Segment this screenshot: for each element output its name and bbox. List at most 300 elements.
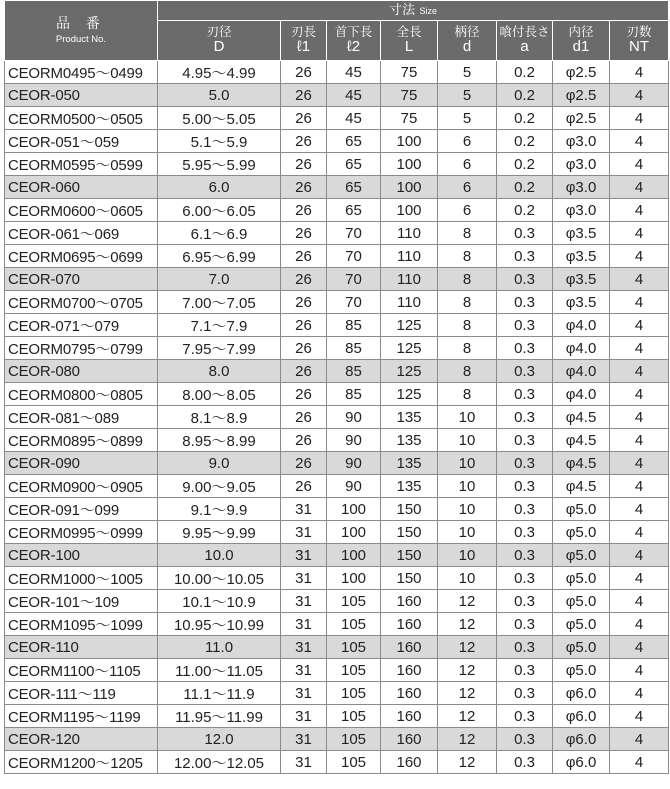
neck-length-cell: 100 [327, 567, 381, 590]
lead-length-cell: 0.3 [497, 452, 553, 475]
overall-length-cell: 135 [381, 406, 438, 429]
shank-diameter-cell: 6 [438, 153, 497, 176]
product-no-cell: CEOR-050 [5, 84, 158, 107]
table-row [5, 176, 669, 199]
col-header-symbol: d [462, 38, 472, 56]
neck-length-cell: 105 [327, 590, 381, 613]
lead-length-cell: 0.2 [497, 84, 553, 107]
product-no-cell: CEORM0495〜0499 [5, 61, 158, 84]
overall-length-cell: 160 [381, 705, 438, 728]
lead-length-cell: 0.3 [497, 383, 553, 406]
diameter-cell: 6.1〜6.9 [158, 222, 281, 245]
overall-length-cell: 150 [381, 544, 438, 567]
inner-diameter-cell: φ6.0 [553, 682, 610, 705]
overall-length-cell: 150 [381, 521, 438, 544]
col-header-symbol: ℓ1 [296, 38, 311, 56]
flute-length-cell: 26 [281, 314, 327, 337]
flute-count-cell: 4 [610, 636, 669, 659]
table-row [5, 636, 669, 659]
table-row [5, 751, 669, 774]
lead-length-cell: 0.3 [497, 475, 553, 498]
inner-diameter-cell: φ4.0 [553, 383, 610, 406]
shank-diameter-cell: 8 [438, 291, 497, 314]
lead-length-cell: 0.3 [497, 705, 553, 728]
neck-length-cell: 105 [327, 682, 381, 705]
table-row [5, 521, 669, 544]
col-header-neck-length [327, 21, 381, 61]
shank-diameter-cell: 10 [438, 521, 497, 544]
shank-diameter-cell: 6 [438, 130, 497, 153]
flute-length-cell: 31 [281, 636, 327, 659]
diameter-cell: 9.1〜9.9 [158, 498, 281, 521]
shank-diameter-cell: 10 [438, 544, 497, 567]
table-row [5, 107, 669, 130]
flute-length-cell: 31 [281, 705, 327, 728]
diameter-cell: 11.0 [158, 636, 281, 659]
neck-length-cell: 65 [327, 153, 381, 176]
neck-length-cell: 65 [327, 176, 381, 199]
table-row [5, 544, 669, 567]
neck-length-cell: 90 [327, 452, 381, 475]
neck-length-cell: 70 [327, 222, 381, 245]
inner-diameter-cell: φ6.0 [553, 728, 610, 751]
product-no-cell: CEOR-081〜089 [5, 406, 158, 429]
inner-diameter-cell: φ3.5 [553, 291, 610, 314]
product-no-cell: CEORM0800〜0805 [5, 383, 158, 406]
neck-length-cell: 70 [327, 245, 381, 268]
flute-count-cell: 4 [610, 498, 669, 521]
neck-length-cell: 105 [327, 705, 381, 728]
product-no-cell: CEOR-090 [5, 452, 158, 475]
shank-diameter-cell: 12 [438, 682, 497, 705]
product-no-cell: CEORM0695〜0699 [5, 245, 158, 268]
diameter-cell: 5.95〜5.99 [158, 153, 281, 176]
neck-length-cell: 45 [327, 84, 381, 107]
overall-length-cell: 135 [381, 429, 438, 452]
flute-count-cell: 4 [610, 659, 669, 682]
table-row [5, 245, 669, 268]
inner-diameter-cell: φ5.0 [553, 567, 610, 590]
col-header-shank-diameter [438, 21, 497, 61]
spec-table [4, 0, 669, 774]
diameter-cell: 10.0 [158, 544, 281, 567]
shank-diameter-cell: 12 [438, 659, 497, 682]
table-row [5, 130, 669, 153]
diameter-cell: 10.00〜10.05 [158, 567, 281, 590]
flute-length-cell: 31 [281, 521, 327, 544]
lead-length-cell: 0.3 [497, 337, 553, 360]
flute-count-cell: 4 [610, 728, 669, 751]
shank-diameter-cell: 12 [438, 705, 497, 728]
col-header-flute-count [610, 21, 669, 61]
col-header-lead-length [497, 21, 553, 61]
flute-length-cell: 26 [281, 245, 327, 268]
shank-diameter-cell: 12 [438, 590, 497, 613]
flute-length-cell: 26 [281, 153, 327, 176]
diameter-cell: 8.0 [158, 360, 281, 383]
lead-length-cell: 0.3 [497, 567, 553, 590]
flute-count-cell: 4 [610, 383, 669, 406]
flute-count-cell: 4 [610, 590, 669, 613]
overall-length-cell: 100 [381, 153, 438, 176]
table-row [5, 659, 669, 682]
size-header [158, 1, 669, 21]
inner-diameter-cell: φ3.0 [553, 176, 610, 199]
flute-count-cell: 4 [610, 153, 669, 176]
shank-diameter-cell: 12 [438, 728, 497, 751]
diameter-cell: 10.95〜10.99 [158, 613, 281, 636]
shank-diameter-cell: 12 [438, 613, 497, 636]
flute-length-cell: 26 [281, 130, 327, 153]
overall-length-cell: 110 [381, 222, 438, 245]
inner-diameter-cell: φ4.5 [553, 406, 610, 429]
diameter-cell: 7.95〜7.99 [158, 337, 281, 360]
shank-diameter-cell: 8 [438, 268, 497, 291]
inner-diameter-cell: φ4.5 [553, 429, 610, 452]
neck-length-cell: 100 [327, 498, 381, 521]
overall-length-cell: 160 [381, 682, 438, 705]
col-header-label: 内径 [568, 25, 594, 40]
lead-length-cell: 0.2 [497, 107, 553, 130]
shank-diameter-cell: 8 [438, 222, 497, 245]
table-body [5, 61, 669, 774]
size-header-en: Size [419, 6, 438, 17]
table-row [5, 613, 669, 636]
table-row [5, 153, 669, 176]
flute-count-cell: 4 [610, 544, 669, 567]
shank-diameter-cell: 5 [438, 84, 497, 107]
col-header-label: 首下長 [334, 25, 373, 40]
product-no-cell: CEORM0700〜0705 [5, 291, 158, 314]
lead-length-cell: 0.3 [497, 613, 553, 636]
col-header-label: 柄径 [454, 25, 480, 40]
lead-length-cell: 0.2 [497, 199, 553, 222]
flute-count-cell: 4 [610, 268, 669, 291]
flute-length-cell: 26 [281, 107, 327, 130]
flute-count-cell: 4 [610, 245, 669, 268]
lead-length-cell: 0.3 [497, 291, 553, 314]
diameter-cell: 9.95〜9.99 [158, 521, 281, 544]
shank-diameter-cell: 10 [438, 452, 497, 475]
product-no-cell: CEOR-120 [5, 728, 158, 751]
diameter-cell: 5.00〜5.05 [158, 107, 281, 130]
col-header-inner-diameter [553, 21, 610, 61]
flute-count-cell: 4 [610, 199, 669, 222]
lead-length-cell: 0.3 [497, 429, 553, 452]
neck-length-cell: 45 [327, 61, 381, 84]
product-no-cell: CEOR-070 [5, 268, 158, 291]
diameter-cell: 7.0 [158, 268, 281, 291]
product-no-cell: CEOR-061〜069 [5, 222, 158, 245]
inner-diameter-cell: φ3.0 [553, 153, 610, 176]
neck-length-cell: 85 [327, 337, 381, 360]
overall-length-cell: 125 [381, 337, 438, 360]
neck-length-cell: 90 [327, 406, 381, 429]
lead-length-cell: 0.3 [497, 544, 553, 567]
diameter-cell: 11.95〜11.99 [158, 705, 281, 728]
shank-diameter-cell: 6 [438, 199, 497, 222]
inner-diameter-cell: φ4.5 [553, 452, 610, 475]
flute-count-cell: 4 [610, 337, 669, 360]
inner-diameter-cell: φ3.5 [553, 245, 610, 268]
overall-length-cell: 100 [381, 130, 438, 153]
product-no-cell: CEOR-100 [5, 544, 158, 567]
inner-diameter-cell: φ3.5 [553, 222, 610, 245]
overall-length-cell: 160 [381, 613, 438, 636]
col-header-diameter [158, 21, 281, 61]
overall-length-cell: 135 [381, 452, 438, 475]
lead-length-cell: 0.3 [497, 245, 553, 268]
diameter-cell: 5.1〜5.9 [158, 130, 281, 153]
neck-length-cell: 105 [327, 728, 381, 751]
table-row [5, 682, 669, 705]
col-header-label: 刃長 [290, 25, 316, 40]
flute-length-cell: 31 [281, 567, 327, 590]
lead-length-cell: 0.2 [497, 130, 553, 153]
flute-count-cell: 4 [610, 360, 669, 383]
inner-diameter-cell: φ6.0 [553, 751, 610, 774]
product-no-cell: CEORM1095〜1099 [5, 613, 158, 636]
product-no-header-en: Product No. [55, 33, 107, 45]
overall-length-cell: 75 [381, 107, 438, 130]
neck-length-cell: 105 [327, 659, 381, 682]
overall-length-cell: 125 [381, 314, 438, 337]
shank-diameter-cell: 8 [438, 314, 497, 337]
inner-diameter-cell: φ3.0 [553, 130, 610, 153]
diameter-cell: 6.0 [158, 176, 281, 199]
flute-length-cell: 26 [281, 475, 327, 498]
flute-count-cell: 4 [610, 130, 669, 153]
shank-diameter-cell: 8 [438, 360, 497, 383]
lead-length-cell: 0.3 [497, 636, 553, 659]
inner-diameter-cell: φ5.0 [553, 521, 610, 544]
neck-length-cell: 105 [327, 636, 381, 659]
lead-length-cell: 0.2 [497, 61, 553, 84]
table-header [5, 1, 669, 61]
neck-length-cell: 100 [327, 521, 381, 544]
lead-length-cell: 0.3 [497, 360, 553, 383]
diameter-cell: 11.00〜11.05 [158, 659, 281, 682]
diameter-cell: 7.00〜7.05 [158, 291, 281, 314]
shank-diameter-cell: 8 [438, 337, 497, 360]
col-header-symbol: L [404, 38, 414, 56]
flute-length-cell: 31 [281, 659, 327, 682]
product-no-cell: CEORM1200〜1205 [5, 751, 158, 774]
overall-length-cell: 150 [381, 498, 438, 521]
flute-count-cell: 4 [610, 475, 669, 498]
flute-length-cell: 31 [281, 728, 327, 751]
product-no-cell: CEORM0795〜0799 [5, 337, 158, 360]
col-header-label: 刃数 [626, 25, 652, 40]
diameter-cell: 5.0 [158, 84, 281, 107]
table-row [5, 567, 669, 590]
lead-length-cell: 0.2 [497, 153, 553, 176]
flute-count-cell: 4 [610, 291, 669, 314]
table-row [5, 705, 669, 728]
shank-diameter-cell: 8 [438, 383, 497, 406]
overall-length-cell: 125 [381, 360, 438, 383]
table-row [5, 84, 669, 107]
shank-diameter-cell: 10 [438, 567, 497, 590]
flute-length-cell: 26 [281, 199, 327, 222]
overall-length-cell: 110 [381, 291, 438, 314]
diameter-cell: 8.00〜8.05 [158, 383, 281, 406]
lead-length-cell: 0.3 [497, 521, 553, 544]
overall-length-cell: 125 [381, 383, 438, 406]
inner-diameter-cell: φ2.5 [553, 84, 610, 107]
table-row [5, 475, 669, 498]
table-row [5, 452, 669, 475]
flute-count-cell: 4 [610, 61, 669, 84]
product-no-cell: CEOR-101〜109 [5, 590, 158, 613]
flute-count-cell: 4 [610, 222, 669, 245]
lead-length-cell: 0.3 [497, 590, 553, 613]
product-no-cell: CEORM0895〜0899 [5, 429, 158, 452]
neck-length-cell: 90 [327, 429, 381, 452]
product-no-header-jp: 品 番 [56, 15, 106, 32]
col-header-overall-length [381, 21, 438, 61]
table-row [5, 406, 669, 429]
lead-length-cell: 0.3 [497, 659, 553, 682]
flute-count-cell: 4 [610, 567, 669, 590]
product-no-cell: CEORM0500〜0505 [5, 107, 158, 130]
table-row [5, 61, 669, 84]
flute-length-cell: 31 [281, 751, 327, 774]
shank-diameter-cell: 8 [438, 245, 497, 268]
flute-length-cell: 26 [281, 222, 327, 245]
shank-diameter-cell: 6 [438, 176, 497, 199]
product-no-cell: CEOR-080 [5, 360, 158, 383]
overall-length-cell: 100 [381, 199, 438, 222]
col-header-symbol: ℓ2 [346, 38, 361, 56]
diameter-cell: 9.0 [158, 452, 281, 475]
col-header-symbol: d1 [572, 38, 590, 56]
neck-length-cell: 70 [327, 268, 381, 291]
flute-count-cell: 4 [610, 107, 669, 130]
inner-diameter-cell: φ6.0 [553, 705, 610, 728]
product-no-cell: CEORM1100〜1105 [5, 659, 158, 682]
diameter-cell: 4.95〜4.99 [158, 61, 281, 84]
col-header-label: 喰付長さ [499, 25, 550, 40]
neck-length-cell: 65 [327, 199, 381, 222]
inner-diameter-cell: φ4.5 [553, 475, 610, 498]
product-no-cell: CEOR-051〜059 [5, 130, 158, 153]
overall-length-cell: 110 [381, 245, 438, 268]
lead-length-cell: 0.3 [497, 682, 553, 705]
flute-count-cell: 4 [610, 314, 669, 337]
lead-length-cell: 0.3 [497, 728, 553, 751]
inner-diameter-cell: φ3.0 [553, 199, 610, 222]
table-row [5, 199, 669, 222]
col-header-label: 全長 [396, 25, 422, 40]
neck-length-cell: 45 [327, 107, 381, 130]
diameter-cell: 6.95〜6.99 [158, 245, 281, 268]
overall-length-cell: 150 [381, 567, 438, 590]
flute-length-cell: 26 [281, 406, 327, 429]
product-no-header [5, 1, 158, 61]
col-header-flute-length [281, 21, 327, 61]
table-row [5, 291, 669, 314]
table-row [5, 498, 669, 521]
inner-diameter-cell: φ5.0 [553, 613, 610, 636]
flute-length-cell: 26 [281, 337, 327, 360]
diameter-cell: 11.1〜11.9 [158, 682, 281, 705]
inner-diameter-cell: φ3.5 [553, 268, 610, 291]
flute-length-cell: 31 [281, 682, 327, 705]
flute-count-cell: 4 [610, 521, 669, 544]
shank-diameter-cell: 10 [438, 406, 497, 429]
flute-count-cell: 4 [610, 705, 669, 728]
flute-count-cell: 4 [610, 613, 669, 636]
inner-diameter-cell: φ5.0 [553, 659, 610, 682]
flute-length-cell: 26 [281, 61, 327, 84]
flute-length-cell: 31 [281, 613, 327, 636]
diameter-cell: 8.95〜8.99 [158, 429, 281, 452]
lead-length-cell: 0.3 [497, 222, 553, 245]
table-row [5, 314, 669, 337]
overall-length-cell: 75 [381, 61, 438, 84]
col-header-symbol: a [520, 38, 529, 56]
flute-length-cell: 26 [281, 360, 327, 383]
diameter-cell: 8.1〜8.9 [158, 406, 281, 429]
diameter-cell: 9.00〜9.05 [158, 475, 281, 498]
product-no-cell: CEOR-060 [5, 176, 158, 199]
table-row [5, 590, 669, 613]
overall-length-cell: 110 [381, 268, 438, 291]
diameter-cell: 7.1〜7.9 [158, 314, 281, 337]
table-row [5, 728, 669, 751]
flute-length-cell: 31 [281, 544, 327, 567]
shank-diameter-cell: 10 [438, 498, 497, 521]
col-header-symbol: NT [629, 38, 650, 56]
inner-diameter-cell: φ5.0 [553, 498, 610, 521]
neck-length-cell: 70 [327, 291, 381, 314]
product-no-cell: CEORM1000〜1005 [5, 567, 158, 590]
flute-length-cell: 26 [281, 84, 327, 107]
neck-length-cell: 85 [327, 383, 381, 406]
table-row [5, 360, 669, 383]
product-no-cell: CEOR-110 [5, 636, 158, 659]
table-row [5, 268, 669, 291]
product-no-cell: CEORM0995〜0999 [5, 521, 158, 544]
overall-length-cell: 160 [381, 636, 438, 659]
flute-length-cell: 26 [281, 452, 327, 475]
flute-count-cell: 4 [610, 176, 669, 199]
overall-length-cell: 135 [381, 475, 438, 498]
neck-length-cell: 100 [327, 544, 381, 567]
shank-diameter-cell: 10 [438, 475, 497, 498]
diameter-cell: 6.00〜6.05 [158, 199, 281, 222]
flute-count-cell: 4 [610, 84, 669, 107]
product-no-cell: CEORM1195〜1199 [5, 705, 158, 728]
shank-diameter-cell: 10 [438, 429, 497, 452]
table-row [5, 222, 669, 245]
neck-length-cell: 65 [327, 130, 381, 153]
flute-length-cell: 26 [281, 268, 327, 291]
inner-diameter-cell: φ5.0 [553, 590, 610, 613]
inner-diameter-cell: φ4.0 [553, 337, 610, 360]
col-header-symbol: D [213, 38, 225, 56]
lead-length-cell: 0.2 [497, 176, 553, 199]
overall-length-cell: 160 [381, 659, 438, 682]
overall-length-cell: 75 [381, 84, 438, 107]
lead-length-cell: 0.3 [497, 268, 553, 291]
inner-diameter-cell: φ4.0 [553, 314, 610, 337]
shank-diameter-cell: 12 [438, 751, 497, 774]
neck-length-cell: 90 [327, 475, 381, 498]
neck-length-cell: 85 [327, 314, 381, 337]
diameter-cell: 12.00〜12.05 [158, 751, 281, 774]
